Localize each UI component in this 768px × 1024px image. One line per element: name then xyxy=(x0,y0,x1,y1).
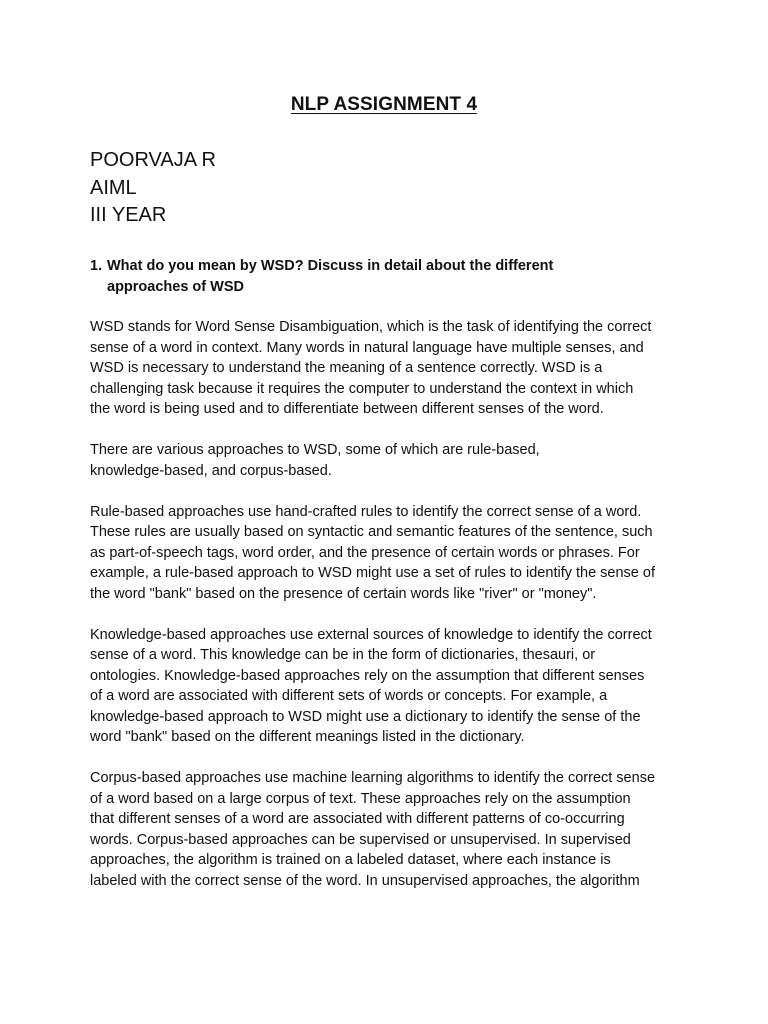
author-department: AIML xyxy=(90,176,137,199)
paragraph-line: WSD is necessary to understand the meaning of a sentence correctly. WSD is a xyxy=(90,360,603,376)
paragraph-line: Corpus-based approaches use machine learning algorithms to identify the correct sense xyxy=(90,770,656,786)
paragraph xyxy=(90,440,690,481)
paragraph-line: sense of a word. This knowledge can be in the form of dictionaries, thesauri, or xyxy=(90,647,596,663)
paragraph-line: knowledge-based, and corpus-based. xyxy=(90,462,332,479)
paragraph xyxy=(90,768,690,891)
paragraph-line: that different senses of a word are associated with different patterns of co-occurring xyxy=(90,811,625,827)
paragraph-line: labeled with the correct sense of the word. In unsupervised approaches, the algorithm xyxy=(90,872,640,889)
question-text-line-2: approaches of WSD xyxy=(107,278,244,295)
paragraph-line: These rules are usually based on syntactic and semantic features of the sentence, such xyxy=(90,524,653,540)
author-name: POORVAJA R xyxy=(90,149,216,171)
paragraph xyxy=(90,502,690,605)
document-title: NLP ASSIGNMENT 4 xyxy=(290,94,478,115)
author-year: III YEAR xyxy=(90,204,167,226)
paragraph-line: WSD stands for Word Sense Disambiguation, which is the task of identifying the correct xyxy=(90,319,652,335)
question-text-line-1: What do you mean by WSD? Discuss in detail about the different xyxy=(107,258,554,274)
paragraph-line: sense of a word in context. Many words in natural language have multiple senses, and xyxy=(90,339,644,356)
paragraph-line: challenging task because it requires the computer to understand the context in which xyxy=(90,380,634,397)
paragraph-line: ontologies. Knowledge-based approaches rely on the assumption that different senses xyxy=(90,667,645,684)
question-number: 1. xyxy=(90,258,103,274)
paragraph-line: example, a rule-based approach to WSD might use a set of rules to identify the sense of xyxy=(90,565,655,581)
paragraph xyxy=(90,317,690,420)
paragraph-line: knowledge-based approach to WSD might use a dictionary to identify the sense of the xyxy=(90,708,641,725)
paragraph-line: approaches, the algorithm is trained on a labeled dataset, where each instance is xyxy=(90,852,611,868)
paragraph-line: of a word based on a large corpus of text. These approaches rely on the assumption xyxy=(90,790,631,807)
paragraph-line: There are various approaches to WSD, some of which are rule-based, xyxy=(90,442,540,458)
paragraph-line: word "bank" based on the different meanings listed in the dictionary. xyxy=(90,729,525,745)
paragraph-line: the word "bank" based on the presence of certain words like "river" or "money". xyxy=(90,585,597,602)
question-heading xyxy=(90,256,590,297)
paragraph-line: of a word are associated with different sets of words or concepts. For example, a xyxy=(90,688,608,704)
answer-body xyxy=(90,317,690,912)
paragraph-line: the word is being used and to differentiate between different senses of the word. xyxy=(90,401,604,417)
paragraph-line: Knowledge-based approaches use external sources of knowledge to identify the correct xyxy=(90,626,652,643)
paragraph-line: words. Corpus-based approaches can be supervised or unsupervised. In supervised xyxy=(90,831,631,848)
paragraph-line: Rule-based approaches use hand-crafted rules to identify the correct sense of a word. xyxy=(90,503,642,520)
paragraph xyxy=(90,625,690,748)
paragraph-line: as part-of-speech tags, word order, and the presence of certain words or phrases. For xyxy=(90,544,640,561)
author-block xyxy=(90,147,216,230)
